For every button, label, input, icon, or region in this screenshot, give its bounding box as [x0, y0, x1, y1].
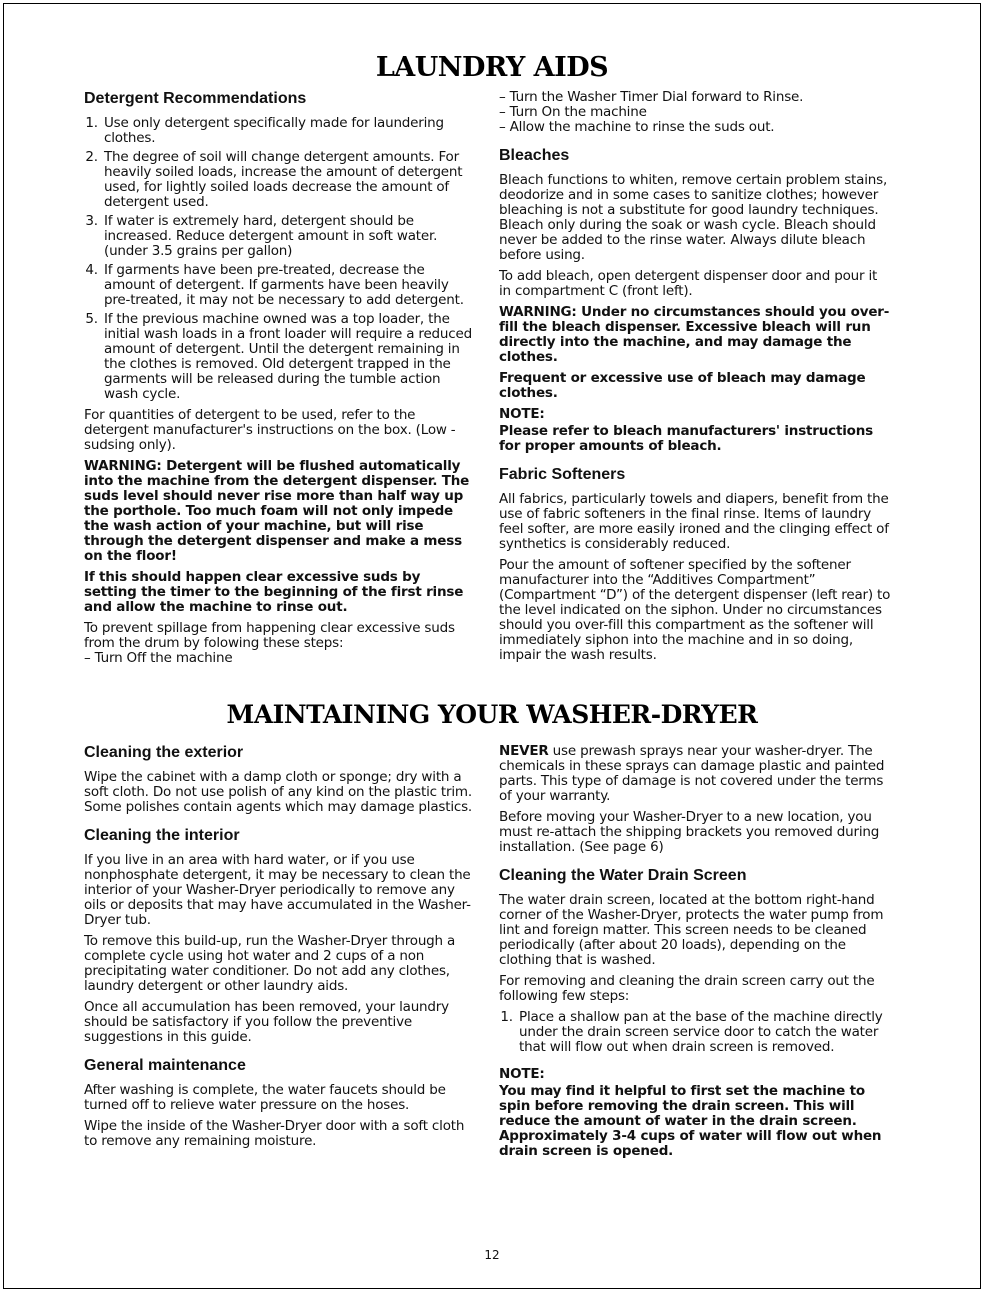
maintaining-right-column — [499, 744, 891, 1165]
drain-note-label: NOTE: — [499, 1066, 545, 1082]
exterior-paragraph: Wipe the cabinet with a damp cloth or sponge; dry with a soft cloth. Do not use polish of any kind on the plastic trim. Some polishes contain agents which may damage plastics. — [84, 769, 473, 815]
list-item: 3. If water is extremely hard, detergent should be increased. Reduce detergent amount in soft water. (under 3.5 grains per gallon) — [102, 214, 474, 259]
prewash-warning — [499, 744, 891, 804]
bleach-frequent: Frequent or excessive use of bleach may damage clothes. — [499, 370, 866, 401]
interior-paragraph: If you live in an area with hard water, or if you use nonphosphate detergent, it may be necessary to clean the interior of your Washer-Dryer periodically to remove any oils or deposits that may have accumulated in the Washer-Dryer tub. — [84, 852, 471, 928]
manual-page — [3, 3, 981, 1289]
list-item: 2. The degree of soil will change detergent amounts. For heavily soiled loads, increase the amount of detergent used, for lightly soiled loads decrease the amount of detergent used. — [102, 150, 474, 210]
detergent-heading: Detergent Recommendations — [84, 90, 307, 107]
bleach-note-label: NOTE: — [499, 406, 545, 422]
general-heading: General maintenance — [84, 1057, 246, 1074]
bleaches-heading: Bleaches — [499, 147, 570, 164]
step-item: – Allow the machine to rinse the suds out. — [499, 119, 775, 135]
laundry-aids-left-column — [84, 90, 474, 666]
detergent-quantities: For quantities of detergent to be used, refer to the detergent manufacturer's instructions on the box. (Low - sudsing only). — [84, 407, 456, 453]
general-paragraph: Wipe the inside of the Washer-Dryer door with a soft cloth to remove any remaining moisture. — [84, 1118, 465, 1149]
interior-paragraph: Once all accumulation has been removed, your laundry should be satisfactory if you follow the preventive suggestions in this guide. — [84, 999, 449, 1045]
prewash-text: use prewash sprays near your washer-dryer. The chemicals in these sprays can damage plastic and painted parts. This type of damage is not covered under the terms of your warranty. — [499, 743, 885, 804]
page-number: 12 — [484, 1248, 500, 1262]
moving-paragraph: Before moving your Washer-Dryer to a new location, you must re-attach the shipping brackets you removed during installation. (See page 6) — [499, 809, 880, 855]
interior-heading: Cleaning the interior — [84, 827, 240, 844]
detergent-list — [84, 116, 474, 402]
drain-note: You may find it helpful to first set the machine to spin before removing the drain screen. This will reduce the amount of water in the drain screen. Approximately 3-4 cups of water will flow out when drain screen is opened. — [499, 1083, 882, 1159]
list-item: 4. If garments have been pre-treated, decrease the amount of detergent. If garments have been heavily pre-treated, it may not be necessary to add detergent. — [102, 263, 474, 308]
drain-paragraph: For removing and cleaning the drain screen carry out the following few steps: — [499, 973, 875, 1004]
maintaining-left-column — [84, 744, 474, 1155]
list-item: 1. Use only detergent specifically made for laundering clothes. — [102, 116, 474, 146]
softeners-paragraph: All fabrics, particularly towels and diapers, benefit from the use of fabric softeners in the final rinse. Items of laundry feel softer, are more easily ironed and the clinging effect of synthetics is considerably reduced. — [499, 491, 889, 552]
bleach-warning: WARNING: Under no circumstances should you over-fill the bleach dispenser. Excessive bleach will run directly into the machine, and may damage the clothes. — [499, 304, 890, 365]
interior-paragraph: To remove this build-up, run the Washer-Dryer through a complete cycle using hot water and 2 cups of a non precipitating water conditioner. Do not add any clothes, laundry detergent or other laundry aids. — [84, 933, 456, 994]
laundry-aids-right-column — [499, 90, 891, 669]
exterior-heading: Cleaning the exterior — [84, 744, 244, 761]
step-item: – Turn On the machine — [499, 104, 647, 120]
bleach-note: Please refer to bleach manufacturers' instructions for proper amounts of bleach. — [499, 423, 873, 454]
drain-heading: Cleaning the Water Drain Screen — [499, 867, 747, 884]
list-item: 5. If the previous machine owned was a top loader, the initial wash loads in a front loader will require a reduced amount of detergent. Until the detergent remaining in the clothes is removed. Old detergent trapped in the garments will be released during the tumble action wash cycle. — [102, 312, 474, 402]
bleaches-paragraph: Bleach functions to whiten, remove certain problem stains, deodorize and in some cases to sanitize clothes; however bleaching is not a substitute for good laundry techniques. Bleach only during the soak or wash cycle. Bleach should never be added to the rinse water. Always dilute bleach before using. — [499, 172, 888, 263]
never-label: NEVER — [499, 743, 549, 759]
softeners-heading: Fabric Softeners — [499, 466, 626, 483]
step-item: – Turn the Washer Timer Dial forward to Rinse. — [499, 89, 804, 105]
maintaining-title: MAINTAINING YOUR WASHER-DRYER — [226, 700, 758, 729]
drain-paragraph: The water drain screen, located at the bottom right-hand corner of the Washer-Dryer, protects the water pump from lint and foreign matter. This screen needs to be cleaned periodically (after about 20 loads), depending on the clothing that is washed. — [499, 892, 884, 968]
step-item: – Turn Off the machine — [84, 650, 233, 666]
bleaches-paragraph: To add bleach, open detergent dispenser door and pour it in compartment C (front left). — [499, 268, 878, 299]
detergent-fix: If this should happen clear excessive suds by setting the timer to the beginning of the first rinse and allow the machine to rinse out. — [84, 569, 464, 615]
drain-steps — [499, 1010, 891, 1055]
spillage-text: To prevent spillage from happening clear excessive suds from the drum by folowing these steps: — [84, 620, 455, 651]
detergent-warning: WARNING: Detergent will be flushed automatically into the machine from the detergent dispenser. The suds level should never rise more than half way up the porthole. Too much foam will not only impede the wash action of your machine, but will rise through the detergent dispenser and make a mess on the floor! — [84, 458, 470, 564]
general-paragraph: After washing is complete, the water faucets should be turned off to relieve water pressure on the hoses. — [84, 1082, 446, 1113]
list-item: 1. Place a shallow pan at the base of the machine directly under the drain screen service door to catch the water that will flow out when drain screen is removed. — [517, 1010, 891, 1055]
softeners-paragraph: Pour the amount of softener specified by the softener manufacturer into the “Additives Compartment” (Compartment “D”) of the detergent dispenser (left rear) to the level indicated on the siphon. Under no circumstances should you over-fill this compartment as the softener will immediately siphon into the machine and in so doing, impair the wash results. — [499, 557, 891, 663]
laundry-aids-title: LAUNDRY AIDS — [375, 52, 609, 83]
